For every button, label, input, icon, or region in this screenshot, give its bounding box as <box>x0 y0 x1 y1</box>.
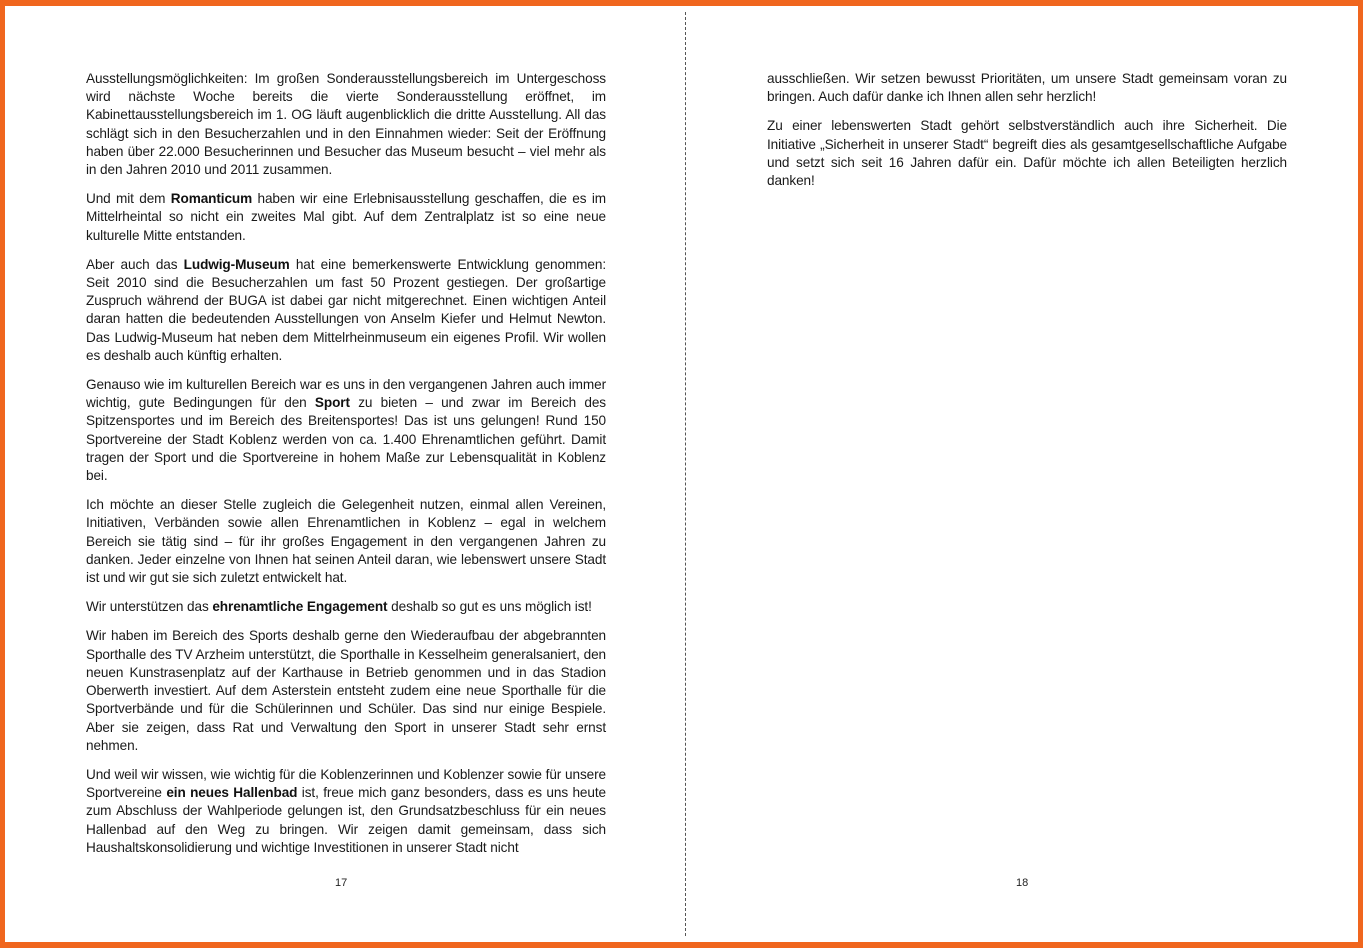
text-run: Aber auch das <box>86 256 184 272</box>
bold-phrase: Romanticum <box>170 191 253 207</box>
text-run: Wir haben im Bereich des Sports deshalb gerne den Wiederaufbau der abgebrannten Sporthalle des TV Arzheim unterstützt, die Sporthalle in Kesselheim generalsaniert, den neuen Kunstrasenplatz auf der Karthause in Betrieb genommen und in das Stadion Oberwerth investiert. Auf dem Asterstein entsteht zudem eine neue Sporthalle für die Sportverbände und für die Schülerinnen und Schüler. Das sind nur einige Bespiele. Aber sie zeigen, dass Rat und Verwaltung den Sport in unserer Stadt sehr ernst nehmen. <box>86 628 606 753</box>
page-number-left: 17 <box>335 877 348 889</box>
bold-phrase: ehrenamtliche Engagement <box>212 599 388 615</box>
paragraph <box>86 70 606 179</box>
paragraph <box>86 496 606 587</box>
text-run: Zu einer lebenswerten Stadt gehört selbstverständlich auch ihre Sicherheit. Die Initiative „Sicherheit in unserer Stadt“ begreift dies als gesamtgesellschaftliche Aufgabe und setzt sich seit 16 Jahren dafür ein. Dafür möchte ich allen Beteiligten herzlich danken! <box>767 118 1287 189</box>
text-run: Wir unterstützen das <box>86 599 213 615</box>
left-page-body <box>86 70 606 868</box>
paragraph <box>86 766 606 857</box>
bold-phrase: Sport <box>314 395 350 411</box>
paragraph <box>86 376 606 485</box>
text-run: ist, freue mich ganz besonders, dass es uns heute zum Abschluss der Wahlperiode gelungen ist, den Grundsatzbeschluss für ein neues Hallenbad auf den Weg zu bringen. Wir zeigen damit gemeinsam, dass sich Haushaltskonsolidierung und wichtige Investitionen in unserer Stadt nicht <box>86 785 606 855</box>
text-run: Und mit dem <box>86 191 171 207</box>
text-run: Und weil wir wissen, wie wichtig für die Koblenzerinnen und Koblenzer sowie für unsere Sportvereine <box>86 766 606 801</box>
page-number-right: 18 <box>1016 877 1029 889</box>
bold-phrase: Ludwig-Museum <box>183 256 290 272</box>
text-run: zu bieten – und zwar im Bereich des Spitzensportes und im Bereich des Breitensportes! Das ist uns gelungen! Rund 150 Sportvereine der Stadt Koblenz werden von ca. 1.400 Ehrenamtlichen geführt. Damit tragen der Sport und die Sportvereine in hohem Maße zur Lebensqualität in Koblenz bei. <box>86 395 606 484</box>
paragraph <box>767 117 1287 190</box>
text-run: ausschließen. Wir setzen bewusst Prioritäten, um unsere Stadt gemeinsam voran zu bringen. Auch dafür danke ich Ihnen allen sehr herzlich! <box>767 71 1287 105</box>
paragraph <box>86 256 606 365</box>
text-run: haben wir eine Erlebnisausstellung geschaffen, die es im Mittelrheintal so nicht ein zweites Mal gibt. Auf dem Zentralplatz ist so eine neue kulturelle Mitte entstanden. <box>86 191 606 243</box>
paragraph <box>767 70 1287 106</box>
paragraph <box>86 190 606 245</box>
page-divider <box>685 12 686 936</box>
text-run: Ausstellungsmöglichkeiten: Im großen Sonderausstellungsbereich im Untergeschoss wird nächste Woche bereits die vierte Sonderausstellung eröffnet, im Kabinettausstellungsbereich im 1. OG läuft augenblicklich die dritte Ausstellung. All das schlägt sich in den Besucherzahlen und in den Einnahmen wieder: Seit der Eröffnung haben über 22.000 Besucherinnen und Besucher das Museum besucht – viel mehr als in den Jahren 2010 und 2011 zusammen. <box>86 71 606 178</box>
paragraph <box>86 627 606 754</box>
text-run: hat eine bemerkenswerte Entwicklung genommen: Seit 2010 sind die Besucherzahlen um fast 50 Prozent gestiegen. Der großartige Zuspruch während der BUGA ist dabei gar nicht mitgerechnet. Einen wichtigen Anteil daran hatten die bedeutenden Ausstellungen von Anselm Kiefer und Helmut Newton. Das Ludwig-Museum hat neben dem Mittelrheinmuseum ein eigenes Profil. Wir wollen es deshalb auch künftig erhalten. <box>86 256 606 363</box>
text-run: Ich möchte an dieser Stelle zugleich die Gelegenheit nutzen, einmal allen Vereinen, Initiativen, Verbänden sowie allen Ehrenamtlichen in Koblenz – egal in welchem Bereich sie tätig sind – für ihr großes Engagement in den vergangenen Jahren zu danken. Jeder einzelne von Ihnen hat seinen Anteil daran, wie lebenswert unsere Stadt ist und wir gut sie sich zuletzt entwickelt hat. <box>86 497 606 586</box>
paragraph <box>86 598 606 616</box>
text-run: deshalb so gut es uns möglich ist! <box>387 599 592 615</box>
text-run: Genauso wie im kulturellen Bereich war es uns in den vergangenen Jahren auch immer wichtig, gute Bedingungen für den <box>86 377 606 411</box>
bold-phrase: ein neues Hallenbad <box>166 785 298 801</box>
right-page-body <box>767 70 1287 201</box>
